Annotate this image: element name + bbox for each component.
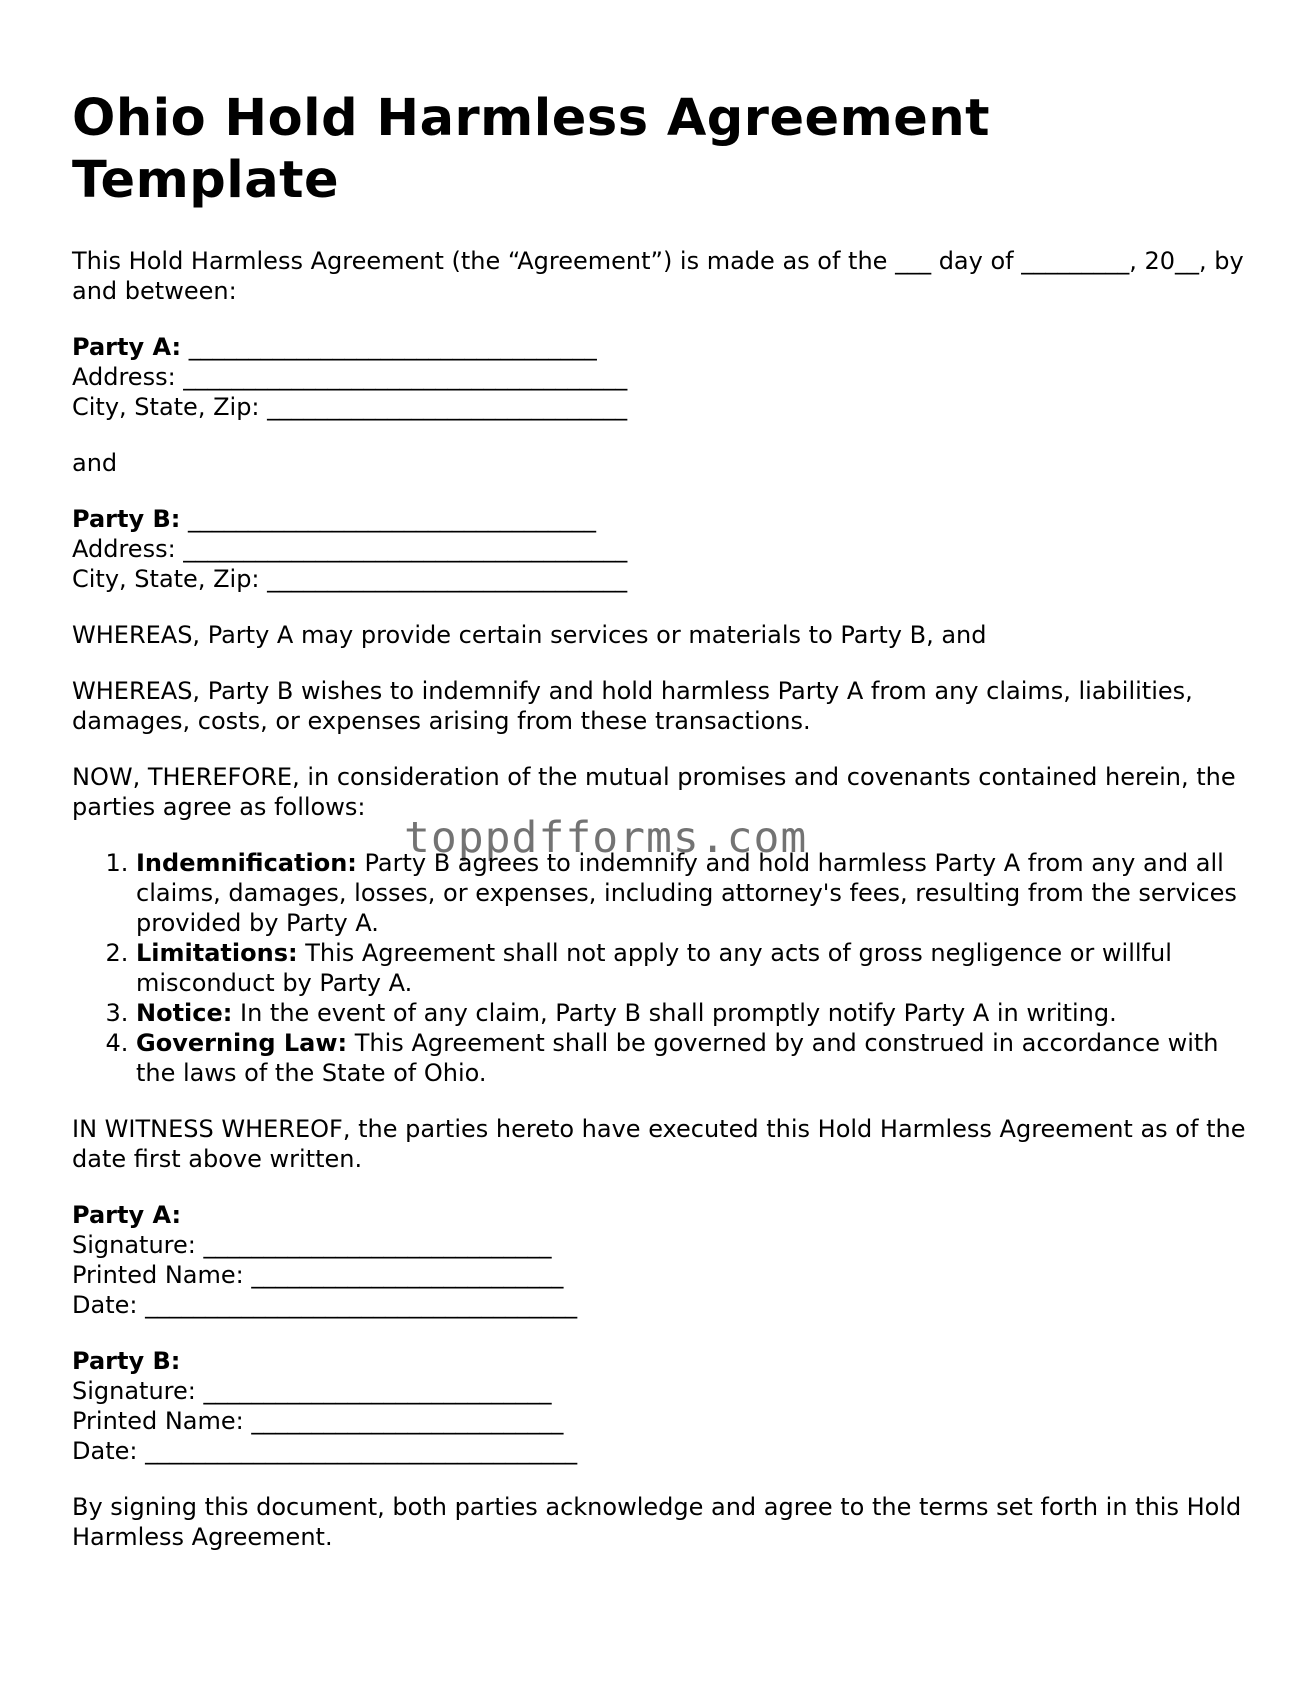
party-a-name-blank: __________________________________: [181, 333, 597, 361]
clause-item: [136, 938, 1252, 998]
document-page: [72, 88, 1252, 1578]
clause-item: [136, 1028, 1252, 1088]
party-a-label: Party A:: [72, 333, 182, 361]
document-title: Ohio Hold Harmless Agreement Template: [72, 89, 991, 210]
sign-b-signature: Signature: _____________________________: [72, 1377, 552, 1405]
whereas-1: WHEREAS, Party A may provide certain services or materials to Party B, and: [72, 621, 987, 649]
party-a-info: [72, 332, 1252, 422]
party-a-city: City, State, Zip: ______________________________: [72, 393, 628, 421]
clause-item: [136, 998, 1252, 1028]
clause-text: Party B agrees to indemnify and hold harmless Party A from any and all claims, damages, losses, or expenses, including attorney's fees, resulting from the services provided by Party A.: [136, 849, 1237, 937]
sign-b-printed-name: Printed Name: __________________________: [72, 1407, 564, 1435]
party-b-address: Address: _____________________________________: [72, 535, 628, 563]
whereas-2: WHEREAS, Party B wishes to indemnify and hold harmless Party A from any claims, liabilities, damages, costs, or expenses arising from these transactions.: [72, 677, 1193, 735]
sign-a-signature: Signature: _____________________________: [72, 1231, 552, 1259]
sign-a-date: Date: ____________________________________: [72, 1291, 578, 1319]
clause-text: In the event of any claim, Party B shall promptly notify Party A in writing.: [232, 999, 1117, 1027]
intro-paragraph: This Hold Harmless Agreement (the “Agreement”) is made as of the ___ day of _________, 20__, by and between:: [72, 247, 1244, 305]
clause-title: Indemnification:: [136, 849, 357, 877]
sign-b-label: Party B:: [72, 1347, 181, 1375]
sign-b-date: Date: ____________________________________: [72, 1437, 578, 1465]
clause-title: Governing Law:: [136, 1029, 348, 1057]
sign-a-label: Party A:: [72, 1201, 182, 1229]
clause-text: This Agreement shall be governed by and construed in accordance with the laws of the State of Ohio.: [136, 1029, 1219, 1087]
clause-title: Notice:: [136, 999, 233, 1027]
party-b-city: City, State, Zip: ______________________________: [72, 565, 628, 593]
clause-item: [136, 848, 1252, 938]
party-b-name-blank: __________________________________: [180, 505, 596, 533]
party-b-info: [72, 504, 1252, 594]
party-b-name-line: [72, 504, 1252, 534]
clause-title: Limitations:: [136, 939, 298, 967]
clause-text: This Agreement shall not apply to any acts of gross negligence or willful misconduct by Party A.: [136, 939, 1172, 997]
watermark: toppdfforms.com: [404, 813, 808, 863]
now-therefore: NOW, THEREFORE, in consideration of the mutual promises and covenants contained herein, the parties agree as follows:: [72, 763, 1236, 821]
signature-block-a: [72, 1200, 1252, 1320]
sign-a-printed-name: Printed Name: __________________________: [72, 1261, 564, 1289]
witness-paragraph: IN WITNESS WHEREOF, the parties hereto have executed this Hold Harmless Agreement as of the date first above written.: [72, 1115, 1246, 1173]
signature-block-b: [72, 1346, 1252, 1466]
party-a-name-line: [72, 332, 1252, 362]
clauses-list: [72, 848, 1252, 1088]
and-text: and: [72, 449, 118, 477]
party-b-label: Party B:: [72, 505, 181, 533]
closing-paragraph: By signing this document, both parties acknowledge and agree to the terms set forth in this Hold Harmless Agreement.: [72, 1493, 1242, 1551]
party-a-address: Address: _____________________________________: [72, 363, 628, 391]
